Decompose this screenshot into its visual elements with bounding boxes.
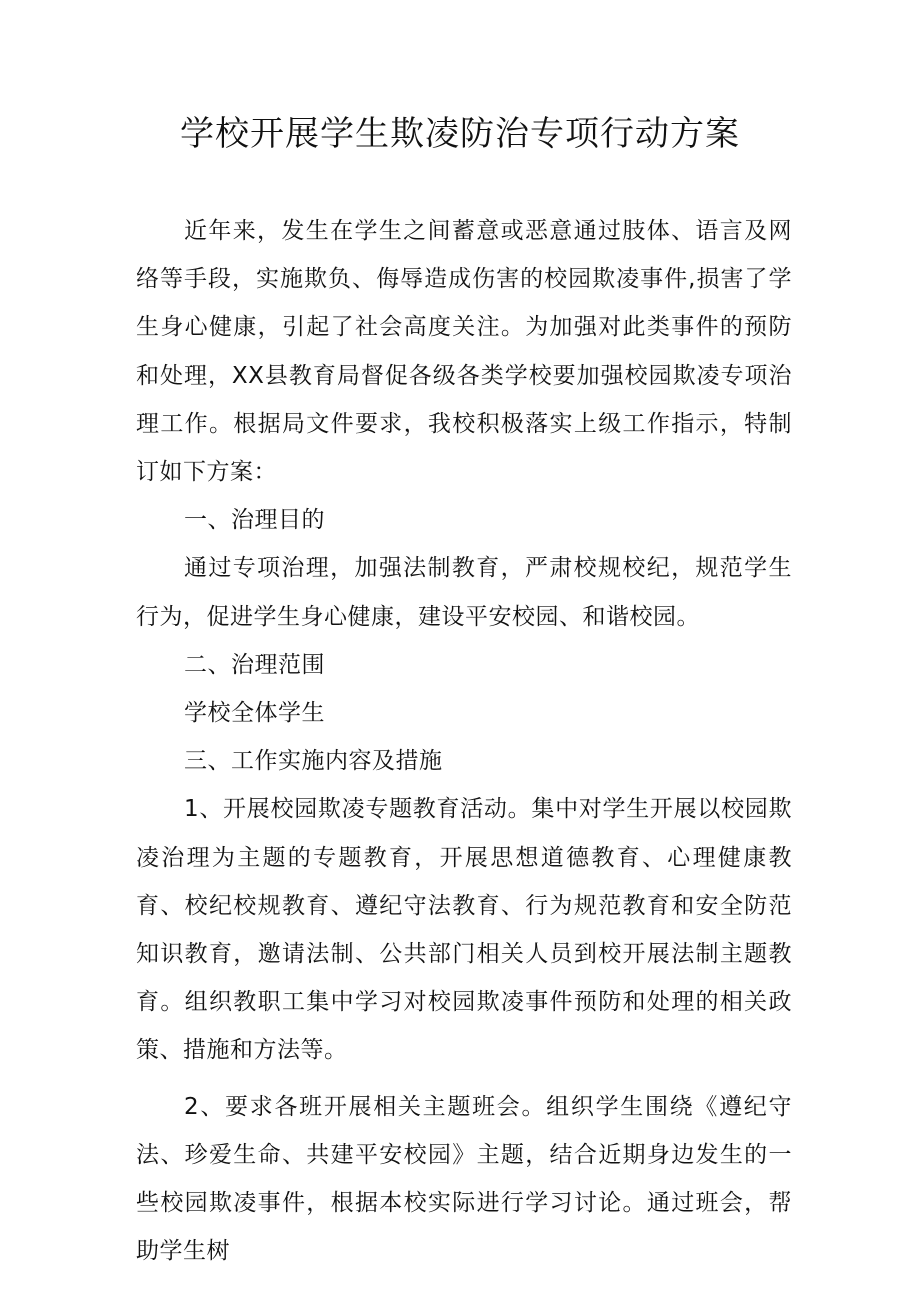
goal-paragraph: 通过专项治理，加强法制教育，严肃校规校纪，规范学生行为，促进学生身心健康，建设平安校园、和谐校园。 — [136, 555, 792, 630]
intro-paragraph: 近年来，发生在学生之间蓄意或恶意通过肢体、语言及网络等手段，实施欺负、侮辱造成伤害的校园欺凌事件,损害了学生身心健康，引起了社会高度关注。为加强对此类事件的预防和处理，XX县教育局督促各级各类学校要加强校园欺凌专项治理工作。根据局文件要求，我校积极落实上级工作指示，特制订如下方案： — [136, 218, 792, 486]
section-heading-scope: 二、治理范围 — [184, 651, 325, 678]
section-heading-goal: 一、治理目的 — [184, 507, 325, 534]
measure-item-2: 2、要求各班开展相关主题班会。组织学生围绕《遵纪守法、珍爱生命、共建平安校园》主题，结合近期身边发生的一些校园欺凌事件，根据本校实际进行学习讨论。通过班会，帮助学生树 — [136, 1093, 792, 1265]
document-body — [136, 207, 792, 1275]
section-heading-measures: 三、工作实施内容及措施 — [184, 748, 443, 775]
measure-item-1: 1、开展校园欺凌专题教育活动。集中对学生开展以校园欺凌治理为主题的专题教育，开展思想道德教育、心理健康教育、校纪校规教育、遵纪守法教育、行为规范教育和安全防范知识教育，邀请法制、公共部门相关人员到校开展法制主题教育。组织教职工集中学习对校园欺凌事件预防和处理的相关政策、措施和方法等。 — [136, 796, 792, 1064]
document-title: 学校开展学生欺凌防治专项行动方案 — [180, 114, 740, 154]
scope-paragraph: 学校全体学生 — [184, 700, 325, 727]
